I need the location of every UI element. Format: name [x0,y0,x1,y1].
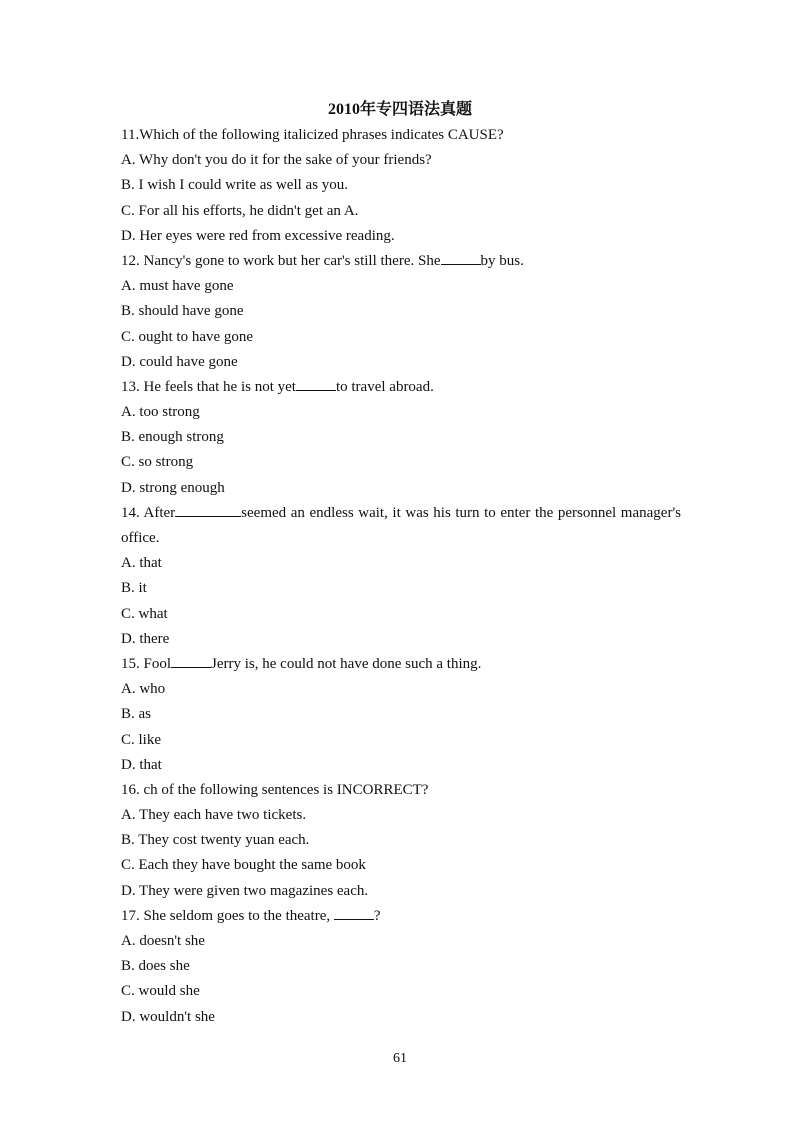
stem-text: 13. He feels that he is not yet [121,378,296,395]
stem-text: 15. Fool [121,655,172,672]
option: C. Each they have bought the same book [121,857,366,874]
option: D. They were given two magazines each. [121,882,369,899]
option: A. Why don't you do it for the sake of your friends? [121,152,432,169]
stem-text: Jerry is, he could not have done such a thing. [211,655,482,672]
option: C. ought to have gone [121,328,254,345]
option: B. enough strong [121,429,224,446]
stem-text: ? [373,907,381,924]
stem-text: to travel abroad. [335,378,434,395]
answer-blank [296,376,336,391]
option: C. For all his efforts, he didn't get an A. [121,202,359,219]
stem-text: 12. Nancy's gone to work but her car's still there. She [121,252,441,269]
option: B. They cost twenty yuan each. [121,832,310,849]
option: D. wouldn't she [121,1008,215,1025]
option: A. doesn't she [121,933,205,950]
option: D. that [121,756,162,773]
option: B. should have gone [121,303,244,320]
option: A. who [121,681,166,698]
option: C. what [121,605,168,622]
question-stem [121,249,681,274]
option: B. as [121,706,151,723]
option: A. too strong [121,404,200,421]
question-stem [121,375,681,400]
page-number: 61 [393,1051,407,1066]
question-stem [121,501,681,551]
option: C. would she [121,983,200,1000]
answer-blank [334,905,374,920]
answer-blank [441,250,481,265]
stem-text: by bus. [480,252,524,269]
question-stem [121,652,681,677]
option: D. Her eyes were red from excessive reading. [121,227,395,244]
option: C. like [121,731,161,748]
option: A. must have gone [121,278,234,295]
answer-blank [171,653,211,668]
option: A. They each have two tickets. [121,807,307,824]
option: D. there [121,630,170,647]
stem-text: seemed an endless wait, it was his turn to enter the personnel manager's office. [121,504,681,547]
answer-blank [175,502,241,517]
stem-text: 17. She seldom goes to the theatre, [121,907,331,924]
option: A. that [121,555,162,572]
question-stem [121,904,681,929]
stem-text: 14. After [121,504,176,521]
option: B. I wish I could write as well as you. [121,177,349,194]
option: B. does she [121,958,190,975]
question-stem: 11.Which of the following italicized phrases indicates CAUSE? [121,127,504,143]
option: C. so strong [121,454,194,471]
question-stem: 16. ch of the following sentences is INCORRECT? [121,781,429,798]
option: D. could have gone [121,353,238,370]
question-list [121,123,681,1030]
document-title: 2010年专四语法真题 [327,101,472,118]
option: B. it [121,580,147,597]
option: D. strong enough [121,479,225,496]
